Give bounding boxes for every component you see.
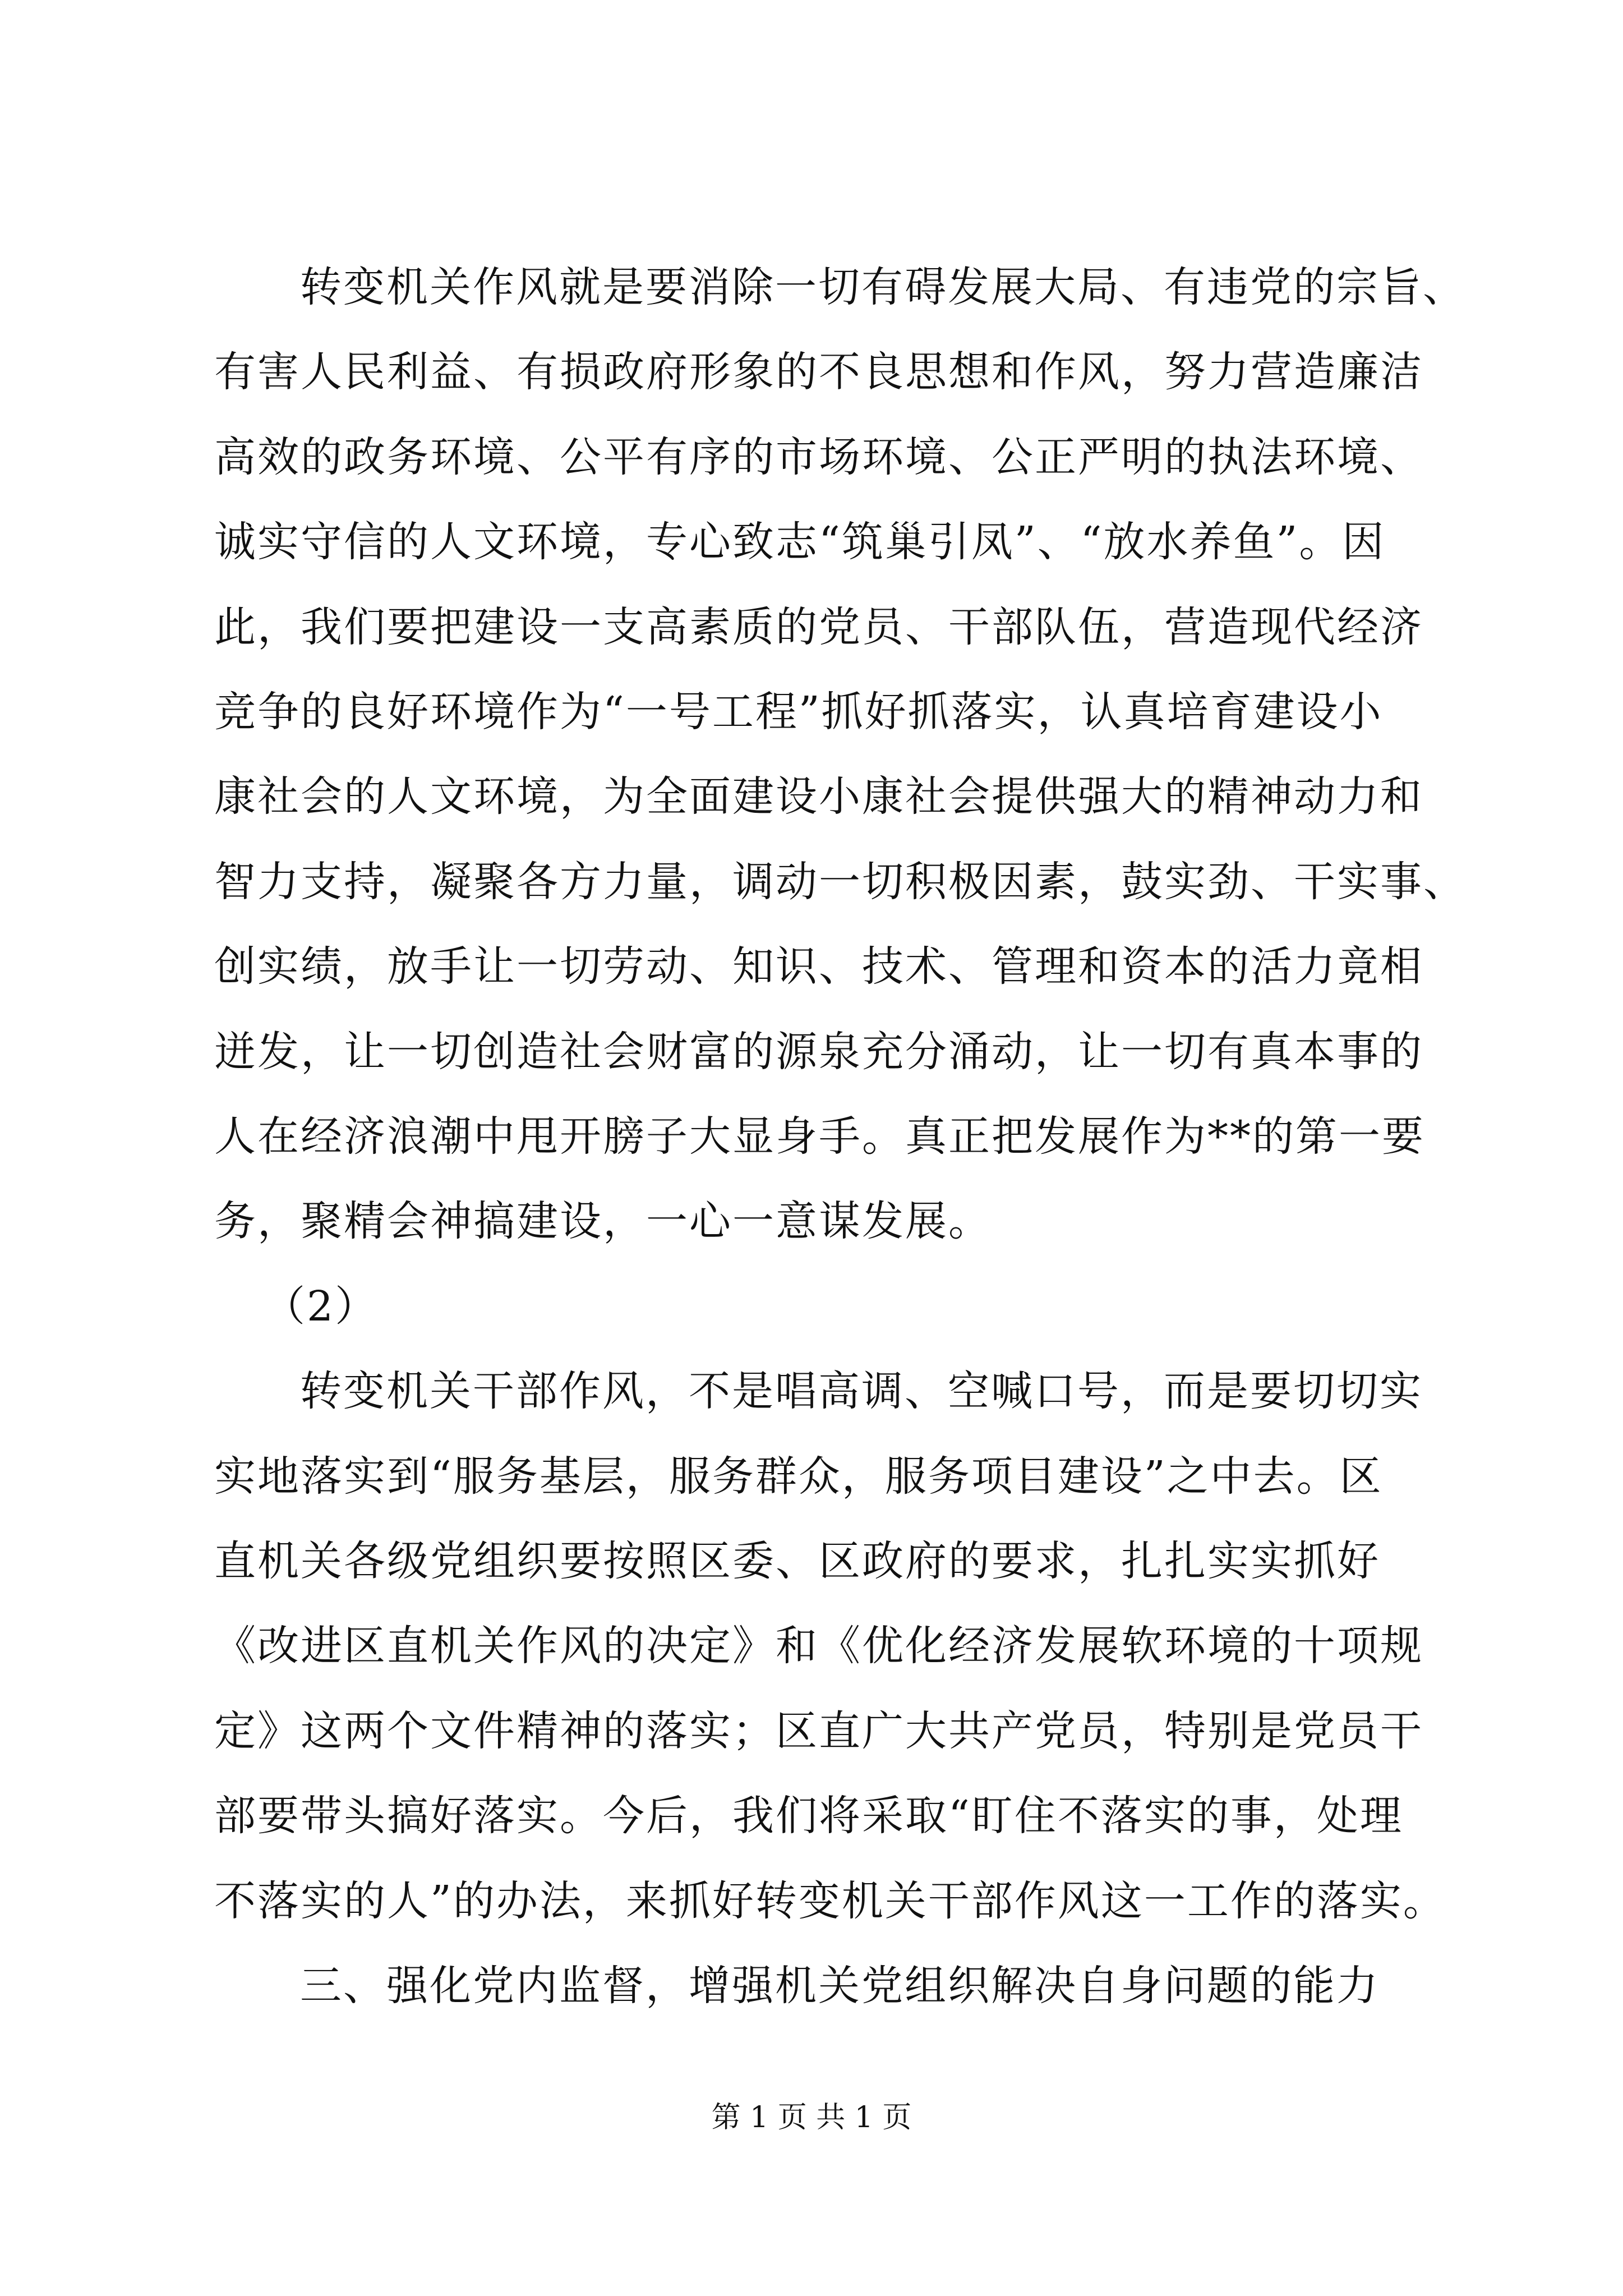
paragraph-2-line-6: 部要带头搞好落实。今后，我们将采取“盯住不落实的事，处理 (214, 1792, 1403, 1840)
section-heading-three: 三、强化党内监督，增强机关党组织解决自身问题的能力 (300, 1962, 1380, 2010)
paragraph-1-line-3: 高效的政务环境、公平有序的市场环境、公正严明的执法环境、 (214, 433, 1423, 481)
section-number: （2） (264, 1282, 379, 1331)
paragraph-2-line-7: 不落实的人”的办法，来抓好转变机关干部作风这一工作的落实。 (214, 1877, 1446, 1925)
paragraph-1-line-12: 务，聚精会神搞建设，一心一意谋发展。 (214, 1197, 992, 1245)
paragraph-2-line-5: 定》这两个文件精神的落实；区直广大共产党员，特别是党员干 (214, 1707, 1423, 1755)
paragraph-1-line-8: 智力支持，凝聚各方力量，调动一切积极因素，鼓实劲、干实事、 (214, 858, 1467, 906)
paragraph-1-line-1: 转变机关作风就是要消除一切有碍发展大局、有违党的宗旨、 (300, 263, 1466, 311)
paragraph-2-line-4: 《改进区直机关作风的决定》和《优化经济发展软环境的十项规 (214, 1622, 1423, 1670)
paragraph-1-line-2: 有害人民利益、有损政府形象的不良思想和作风，努力营造廉洁 (214, 348, 1423, 396)
paragraph-1-line-10: 迸发，让一切创造社会财富的源泉充分涌动，让一切有真本事的 (214, 1028, 1423, 1076)
paragraph-1-line-11: 人在经济浪潮中甩开膀子大显身手。真正把发展作为**的第一要 (214, 1112, 1425, 1161)
page-footer: 第 1 页 共 1 页 (711, 2101, 912, 2134)
paragraph-1-line-5: 此，我们要把建设一支高素质的党员、干部队伍，营造现代经济 (214, 603, 1423, 651)
paragraph-1-line-6: 竞争的良好环境作为“一号工程”抓好抓落实，认真培育建设小 (214, 688, 1383, 736)
paragraph-1-line-4: 诚实守信的人文环境，专心致志“筑巢引凤”、“放水养鱼”。因 (214, 518, 1386, 566)
paragraph-1-line-9: 创实绩，放手让一切劳动、知识、技术、管理和资本的活力竟相 (214, 942, 1423, 991)
paragraph-2-line-2: 实地落实到“服务基层，服务群众，服务项目建设”之中去。区 (214, 1452, 1383, 1501)
paragraph-2-line-3: 直机关各级党组织要按照区委、区政府的要求，扎扎实实抓好 (214, 1537, 1380, 1585)
paragraph-2-line-1: 转变机关干部作风，不是唱高调、空喊口号，而是要切切实 (300, 1367, 1423, 1415)
paragraph-1-line-7: 康社会的人文环境，为全面建设小康社会提供强大的精神动力和 (214, 772, 1423, 821)
